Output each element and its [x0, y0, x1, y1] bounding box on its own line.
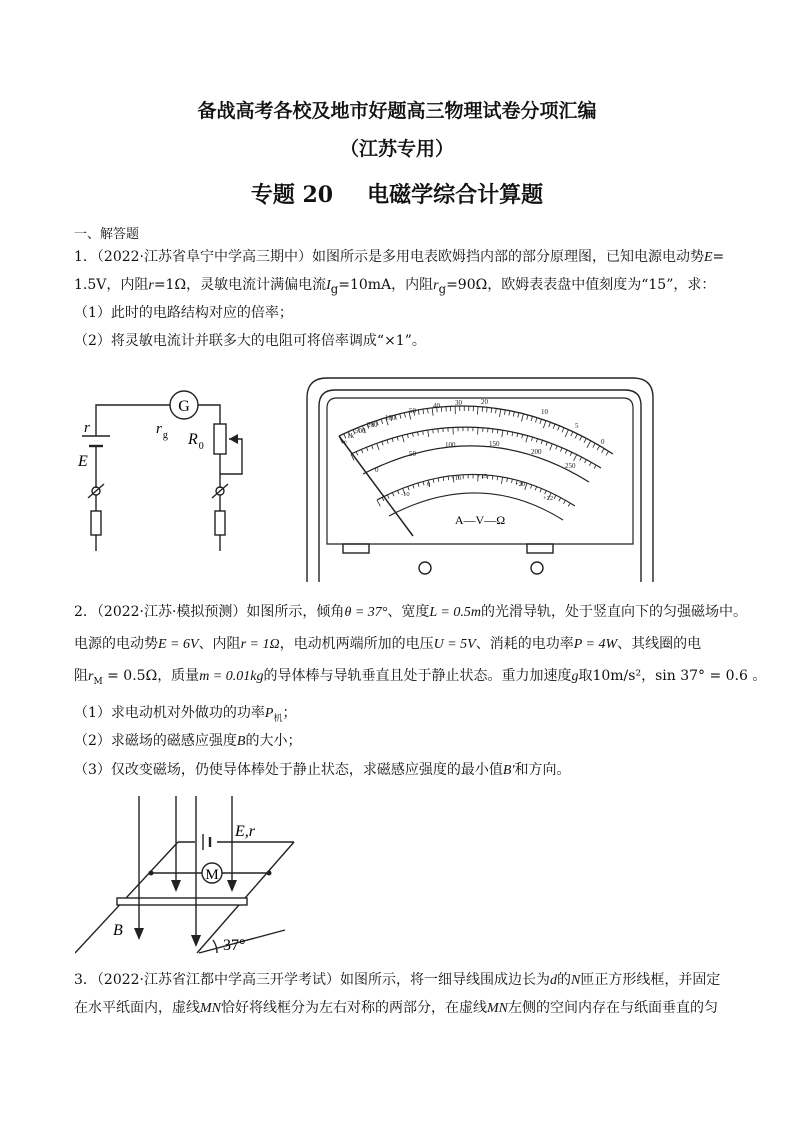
- scale-tick: [382, 497, 384, 501]
- scale-tick: [545, 491, 547, 495]
- scale-tick: [553, 424, 555, 429]
- scale-tick: [377, 500, 380, 506]
- q2-line2: 电源的电动势E = 6V、内阻r = 1Ω，电动机两端所加的电压U = 5V、消耗的电功率P = 4W、其线圈的电: [74, 636, 702, 652]
- scale-tick: [589, 462, 591, 465]
- field-b-label: B: [113, 922, 123, 939]
- q2-sub1: （1）求电动机对外做功的功率$P_机$；: [74, 705, 297, 724]
- scale-tick: [511, 479, 512, 483]
- ohm-tick-label: 10: [541, 408, 548, 416]
- q3-line1: 3．（2022·江苏省江都中学高三开学考试）如图所示，将一细导线围成边长为d的N匝正方形线框，并固定: [74, 972, 721, 988]
- ohm-tick-label: 100: [385, 414, 396, 422]
- dc-tick-label: 0: [375, 466, 379, 474]
- ohm-tick-label: 30: [455, 399, 462, 407]
- dc-tick-label: 50: [409, 450, 416, 458]
- angle-label: 37°: [223, 937, 246, 954]
- scale-tick: [535, 418, 536, 423]
- q2-sub2: （2）求磁场的磁感应强度B的大小；: [74, 733, 302, 749]
- ac-tick-label: +10: [451, 475, 462, 482]
- scale-tick: [501, 477, 502, 484]
- q2-line3: 阻$r_M = 0.5\Omega$，质量m = 0.01kg的导体棒与导轨垂直且处于静止状态。重力加速度g取10m/s²，sin 37° = 0.6 。: [74, 668, 767, 687]
- q1-line1: 1．（2022·江苏省阜宁中学高三期中）如图所示是多用电表欧姆挡内部的部分原理图，已知电源电动势E=: [74, 249, 725, 265]
- q1-multimeter-figure: [305, 376, 655, 582]
- scale-tick: [382, 442, 383, 446]
- scale-tick: [381, 419, 383, 424]
- scale-tick: [531, 437, 532, 441]
- q2-rails-figure: [75, 790, 300, 960]
- scale-tick: [558, 426, 560, 431]
- scale-tick: [563, 500, 565, 503]
- ohm-tick-label: 500: [355, 427, 366, 435]
- circuit-r-label: r: [84, 420, 90, 436]
- topic-number: 专题 20: [250, 182, 334, 208]
- scale-tick: [560, 448, 562, 452]
- scale-tick: [361, 449, 363, 453]
- scale-tick: [606, 451, 609, 455]
- ac-tick-label: -10: [401, 491, 410, 498]
- scale-tick: [543, 421, 546, 429]
- scale-tick: [397, 437, 398, 441]
- scale-tick: [433, 429, 434, 433]
- ac-tick-label: +20: [515, 481, 526, 488]
- scale-tick: [477, 407, 478, 415]
- scale-tick: [570, 452, 572, 456]
- scale-tick: [497, 476, 498, 480]
- scale-tick: [509, 411, 510, 416]
- scale-tick: [550, 444, 553, 451]
- scale-tick: [602, 448, 605, 452]
- q1-sub1: （1）此时的电路结构对应的倍率；: [74, 305, 293, 321]
- meter-label: A—V—Ω: [454, 513, 506, 527]
- scale-tick: [513, 412, 514, 417]
- scale-tick: [565, 450, 567, 454]
- scale-tick: [522, 434, 523, 438]
- scale-tick: [531, 485, 532, 489]
- circuit-e-label: E: [78, 453, 88, 470]
- scale-tick: [575, 434, 577, 438]
- scale-tick: [402, 435, 404, 442]
- ac-tick-label: +15: [477, 473, 488, 480]
- ohm-tick-label: 5: [575, 422, 579, 430]
- ohm-tick-label: 1k: [347, 432, 354, 440]
- scale-tick: [423, 431, 424, 435]
- circuit-r0-label: $R_0$: [188, 431, 204, 452]
- q1-circuit-figure: [70, 388, 260, 553]
- scale-tick: [496, 408, 497, 413]
- scale-tick: [585, 460, 587, 464]
- scale-tick: [531, 416, 532, 421]
- scale-tick: [521, 414, 523, 422]
- scale-tick: [408, 486, 409, 490]
- circuit-rg-label: $r_g$: [156, 421, 168, 441]
- topic-title: [0, 178, 794, 209]
- topic-name: 电磁学综合计算题: [367, 182, 544, 208]
- ohm-tick-label: 40: [433, 402, 440, 410]
- scale-tick: [433, 479, 434, 483]
- ac-scale-labels: [401, 473, 553, 502]
- q3-line2: 在水平纸面内，虚线MN恰好将线框分为左右对称的两部分，在虚线MN左侧的空间内存在与纸面垂直的匀: [74, 1000, 718, 1016]
- header-line2: （江苏专用）: [339, 138, 454, 160]
- scale-tick: [594, 465, 596, 468]
- motor-label: M: [205, 867, 219, 883]
- q1-sub2: （2）将灵敏电流计并联多大的电阻可将倍率调成“×1”。: [74, 333, 426, 349]
- scale-tick: [400, 414, 401, 419]
- q1-line2: 1.5V，内阻r=1Ω，灵敏电流计满偏电流$I_g=10mA$，内阻$r_g=90\Omega$，欧姆表表盘中值刻度为“15”，求：: [74, 277, 716, 296]
- scale-tick: [418, 483, 419, 487]
- scale-tick: [517, 433, 518, 437]
- scale-tick: [413, 485, 414, 489]
- scale-tick: [392, 438, 393, 442]
- scale-tick: [549, 422, 551, 427]
- scale-tick: [554, 495, 556, 499]
- scale-tick: [541, 440, 542, 444]
- scale-tick: [423, 481, 424, 485]
- ohm-tick-label: 200: [367, 421, 378, 429]
- scale-tick: [546, 442, 547, 446]
- ohm-tick-label: 0: [601, 438, 605, 446]
- scale-tick: [507, 478, 508, 482]
- scale-tick: [372, 445, 373, 449]
- scale-tick: [535, 487, 536, 491]
- header-line1: 备战高考各校及地市好题高三物理试卷分项汇编: [197, 100, 597, 122]
- scale-tick: [559, 498, 561, 502]
- section-heading: 一、解答题: [74, 227, 140, 242]
- scale-tick: [366, 447, 367, 451]
- scale-tick: [448, 476, 449, 480]
- scale-tick: [418, 432, 419, 436]
- scale-tick: [568, 503, 570, 506]
- scale-tick: [487, 407, 488, 412]
- scale-tick: [418, 410, 419, 415]
- scale-tick: [491, 408, 492, 413]
- scale-tick: [497, 429, 498, 433]
- scale-tick: [574, 455, 577, 461]
- scale-tick: [387, 440, 388, 444]
- scale-tick: [593, 443, 595, 447]
- scale-tick: [407, 434, 408, 438]
- scale-tick: [438, 478, 439, 482]
- scale-tick: [502, 430, 503, 437]
- scale-tick: [587, 441, 591, 448]
- scale-tick: [597, 446, 600, 450]
- scale-tick: [507, 431, 508, 435]
- scale-tick: [427, 408, 428, 413]
- scale-tick: [404, 413, 405, 418]
- ohm-tick-label: 20: [481, 398, 488, 406]
- source-label: E,r: [235, 823, 255, 840]
- ohm-tick-label: ∞: [342, 438, 347, 446]
- scale-tick: [518, 413, 519, 418]
- dc-tick-label: 100: [445, 441, 456, 449]
- scale-tick: [580, 457, 582, 461]
- dc-tick-label: 150: [489, 440, 500, 448]
- q2-sub3: （3）仅改变磁场，仍使导体棒处于静止状态，求磁感应强度的最小值B′和方向。: [74, 762, 571, 778]
- scale-tick: [512, 432, 513, 436]
- scale-tick: [565, 430, 568, 437]
- ac-tick-label: +22: [543, 495, 554, 502]
- scale-tick: [428, 430, 429, 437]
- scale-tick: [443, 477, 444, 481]
- scale-tick: [571, 432, 573, 437]
- scale-tick: [556, 446, 558, 450]
- ohm-tick-label: 50: [409, 407, 416, 415]
- scale-tick: [527, 415, 528, 420]
- scale-tick: [540, 419, 542, 424]
- scale-tick: [423, 409, 424, 414]
- scale-tick: [580, 436, 582, 440]
- scale-tick: [584, 438, 586, 442]
- q2-line1: 2．（2022·江苏·模拟预测）如图所示，倾角θ = 37°、宽度L = 0.5m的光滑导轨，处于竖直向下的匀强磁场中。: [74, 604, 747, 620]
- scale-tick: [412, 433, 413, 437]
- scale-tick: [526, 436, 528, 443]
- ohm-scale-labels: [342, 398, 605, 446]
- scale-tick: [377, 443, 379, 450]
- ac-tick-label: 0: [427, 481, 431, 488]
- scale-tick: [562, 428, 564, 433]
- scale-tick: [500, 409, 501, 417]
- dc-tick-label: 200: [531, 448, 542, 456]
- scale-tick: [392, 493, 394, 497]
- scale-tick: [536, 439, 537, 443]
- scale-tick: [398, 490, 400, 494]
- galvanometer-label: G: [178, 398, 190, 415]
- scale-tick: [387, 495, 389, 499]
- dc-tick-label: 250: [565, 462, 576, 470]
- scale-tick: [540, 488, 542, 492]
- scale-tick: [504, 410, 505, 415]
- scale-tick: [356, 452, 358, 456]
